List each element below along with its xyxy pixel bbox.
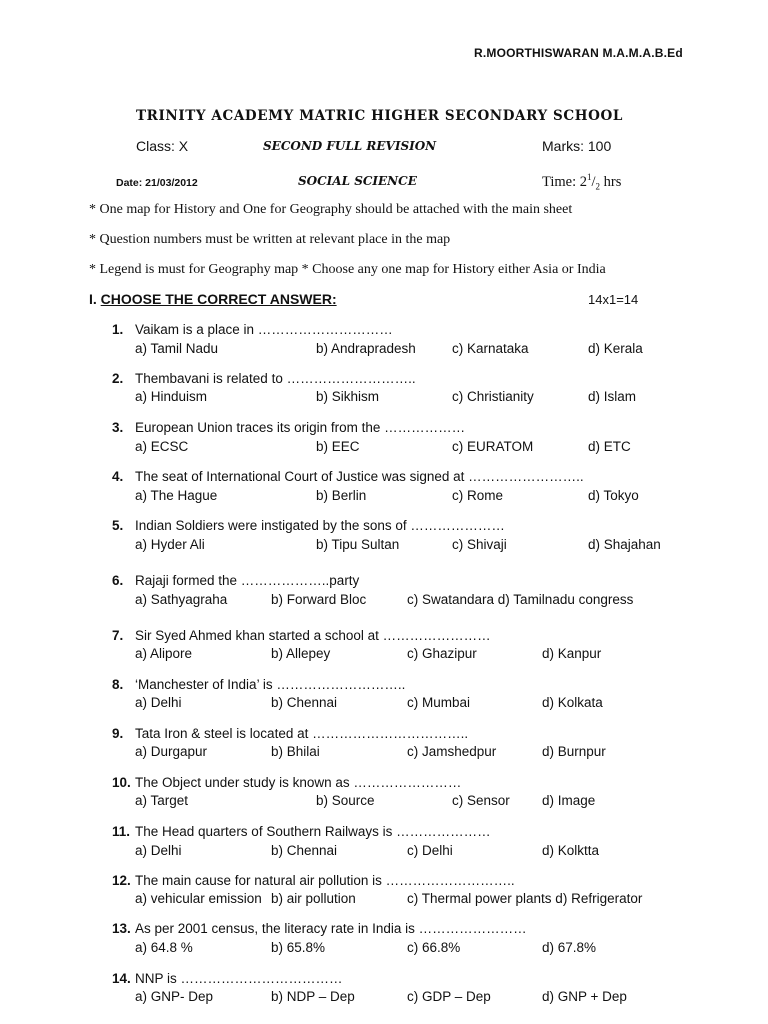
question-number: 11. [112,824,131,839]
answer-option: b) Tipu Sultan [316,537,400,552]
answer-option: a) Tamil Nadu [135,341,219,356]
instruction-note: * One map for History and One for Geography should be attached with the main sheet [89,202,573,217]
answer-option: a) ECSC [135,439,189,454]
question-number: 5. [112,518,124,533]
answer-option: c) Swatandara d) Tamilnadu congress [407,592,634,607]
question-text: Tata Iron & steel is located at …………………………….. [135,726,469,741]
answer-option: b) Allepey [271,646,331,661]
question-text: NNP is ……………………………… [135,971,343,986]
answer-option: c) Christianity [452,389,534,404]
question-number: 4. [112,469,124,484]
exam-title: SECOND FULL REVISION [263,139,437,153]
answer-option: c) Sensor [452,793,510,808]
answer-option: d) Kanpur [542,646,602,661]
answer-option: d) 67.8% [542,940,597,955]
question-text: Vaikam is a place in ………………………… [135,322,393,337]
instruction-note: * Legend is must for Geography map * Choose any one map for History either Asia or India [89,262,606,277]
section-heading [89,291,337,307]
answer-option: a) The Hague [135,488,218,503]
answer-option: a) Hyder Ali [135,537,205,552]
question-text: The main cause for natural air pollution is ……………………….. [135,873,515,888]
answer-option: d) Tokyo [588,488,639,503]
answer-option: b) EEC [316,439,360,454]
answer-option: c) Jamshedpur [407,744,497,759]
answer-option: d) ETC [588,439,631,454]
answer-option: c) Ghazipur [407,646,477,661]
answer-option: b) Andrapradesh [316,341,416,356]
answer-option: c) Rome [452,488,504,503]
answer-option: c) GDP – Dep [407,989,491,1004]
question-text: ‘Manchester of India’ is ……………………….. [135,677,406,692]
answer-option: d) Shajahan [588,537,661,552]
question-number: 2. [112,371,124,386]
answer-option: c) Karnataka [452,341,529,356]
answer-option: b) Source [316,793,375,808]
answer-option: d) Islam [588,389,637,404]
answer-option: a) GNP- Dep [135,989,214,1004]
answer-option: a) Hinduism [135,389,208,404]
question-text: The seat of International Court of Justice was signed at …………………….. [135,469,584,484]
time-label [542,172,621,192]
answer-option: b) NDP – Dep [271,989,355,1004]
answer-option: d) Kerala [588,341,643,356]
answer-option: c) 66.8% [407,940,461,955]
answer-option: b) Bhilai [271,744,320,759]
answer-option: c) Delhi [407,843,453,858]
question-number: 1. [112,322,124,337]
question-number: 7. [112,628,124,643]
answer-option: d) Image [542,793,596,808]
question-text: The Head quarters of Southern Railways is ………………… [135,824,491,839]
subject-title: SOCIAL SCIENCE [298,174,417,188]
answer-option: a) Durgapur [135,744,208,759]
answer-option: d) Kolktta [542,843,600,858]
answer-option: a) Delhi [135,695,182,710]
question-number: 6. [112,573,124,588]
answer-option: b) Chennai [271,695,338,710]
school-name: TRINITY ACADEMY MATRIC HIGHER SECONDARY SCHOOL [136,108,623,124]
answer-option: a) Delhi [135,843,182,858]
answer-option: b) 65.8% [271,940,326,955]
question-text: Indian Soldiers were instigated by the sons of ………………… [135,518,505,533]
section-number: I. [89,291,101,307]
answer-option: d) Kolkata [542,695,603,710]
answer-option: d) GNP + Dep [542,989,627,1004]
answer-option: c) Mumbai [407,695,471,710]
question-text: The Object under study is known as …………………… [135,775,462,790]
question-text: As per 2001 census, the literacy rate in India is …………………… [135,921,527,936]
question-number: 10. [112,775,131,790]
instruction-note: * Question numbers must be written at relevant place in the map [89,232,451,247]
answer-option: a) 64.8 % [135,940,193,955]
answer-option: c) Thermal power plants d) Refrigerator [407,891,643,906]
question-number: 14. [112,971,131,986]
answer-option: b) Chennai [271,843,338,858]
question-text: European Union traces its origin from the ……………… [135,420,466,435]
answer-option: c) Shivaji [452,537,507,552]
class-label: Class: X [136,138,189,154]
question-text: Sir Syed Ahmed khan started a school at …………………… [135,628,491,643]
answer-option: a) Sathyagraha [135,592,228,607]
answer-option: c) EURATOM [452,439,534,454]
time-suffix: hrs [600,173,622,190]
time-fraction-slash: / [591,173,596,190]
answer-option: b) air pollution [271,891,356,906]
exam-date: Date: 21/03/2012 [116,177,198,189]
answer-option: a) Target [135,793,189,808]
time-fraction-denominator: 2 [595,181,601,192]
time-fraction-numerator: 1 [587,172,592,182]
question-number: 12. [112,873,131,888]
section-marks: 14x1=14 [588,292,639,307]
answer-option: a) Alipore [135,646,193,661]
answer-option: b) Forward Bloc [271,592,367,607]
time-prefix: Time: 2 [542,173,587,190]
author-credit: R.MOORTHISWARAN M.A.M.A.B.Ed [474,46,683,60]
question-number: 9. [112,726,124,741]
question-number: 13. [112,921,131,936]
question-number: 3. [112,420,124,435]
section-title: CHOOSE THE CORRECT ANSWER: [100,291,337,307]
answer-option: d) Burnpur [542,744,606,759]
question-text: Thembavani is related to ……………………….. [135,371,416,386]
marks-label: Marks: 100 [542,138,612,154]
answer-option: b) Sikhism [316,389,380,404]
question-number: 8. [112,677,124,692]
answer-option: b) Berlin [316,488,367,503]
answer-option: a) vehicular emission [135,891,262,906]
question-text: Rajaji formed the ………………..party [135,573,360,588]
